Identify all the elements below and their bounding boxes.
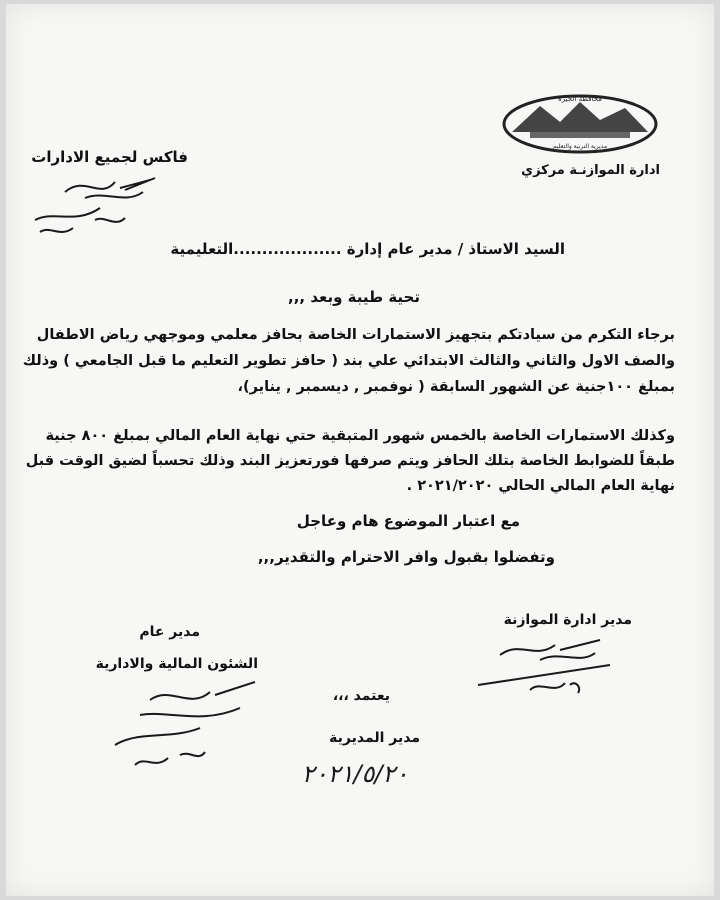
- fax-handwritten-signature: [25, 170, 175, 245]
- approval-label: يعتمد ،،،: [332, 688, 390, 704]
- directorate-director-title: مدير المديرية: [329, 730, 420, 746]
- department-name: ادارة الموازنـة مركزي: [521, 163, 660, 178]
- salutation: السيد الاستاذ / مدير عام إدارة ...................التعليمية: [170, 240, 565, 258]
- paragraph2-line: نهاية العام المالي الحالي ٢٠٢١/٢٠٢٠ .: [406, 478, 675, 494]
- giza-governorate-logo: [500, 92, 660, 157]
- paragraph1-line: برجاء التكرم من سيادتكم بتجهيز الاستمارات الخاصة بحافز معلمي وموجهي رياض الاطفال: [36, 327, 675, 343]
- finance-gm-signature: [110, 670, 270, 780]
- paragraph2-line: وكذلك الاستمارات الخاصة بالخمس شهور المتبقية حتي نهاية العام المالي بمبلغ ٨٠٠ جنية: [45, 428, 675, 444]
- paragraph1-line: بمبلغ ١٠٠جنية عن الشهور السابقة ( نوفمبر , ديسمبر , يناير)،: [237, 379, 675, 395]
- budget-director-title: مدير ادارة الموازنة: [503, 612, 632, 628]
- finance-gm-title-line2: الشئون المالية والادارية: [95, 656, 258, 672]
- svg-text:محافظة الجيزة: محافظة الجيزة: [558, 95, 602, 103]
- fax-recipients: فاكس لجميع الادارات: [31, 148, 188, 166]
- budget-director-signature: [470, 625, 620, 710]
- svg-text:٢٠٢١/٥/٢٠: ٢٠٢١/٥/٢٠: [301, 760, 409, 788]
- body-paragraph-1: [23, 322, 675, 400]
- handwritten-approval-date: [280, 750, 430, 795]
- body-paragraph-2: [26, 424, 675, 499]
- paragraph1-line: والصف الاول والثاني والثالث الابتدائي علي بند ( حافز تطوير التعليم ما قبل الجامعي ) وذلك: [22, 353, 675, 369]
- urgent-note: مع اعتبار الموضوع هام وعاجل: [296, 512, 520, 530]
- finance-gm-title-line1: مدير عام: [139, 624, 200, 640]
- svg-text:مديرية التربية والتعليم: مديرية التربية والتعليم: [552, 143, 608, 150]
- paragraph2-line: طبقاً للضوابط الخاصة بتلك الحافز ويتم صرفها فورتعزيز البند وذلك تحسباً لضيق الوقت قبل: [25, 453, 675, 469]
- closing-line: وتفضلوا بقبول وافر الاحترام والتقدير,,,: [257, 548, 555, 566]
- greeting: تحية طيبة وبعد ,,,: [288, 288, 420, 306]
